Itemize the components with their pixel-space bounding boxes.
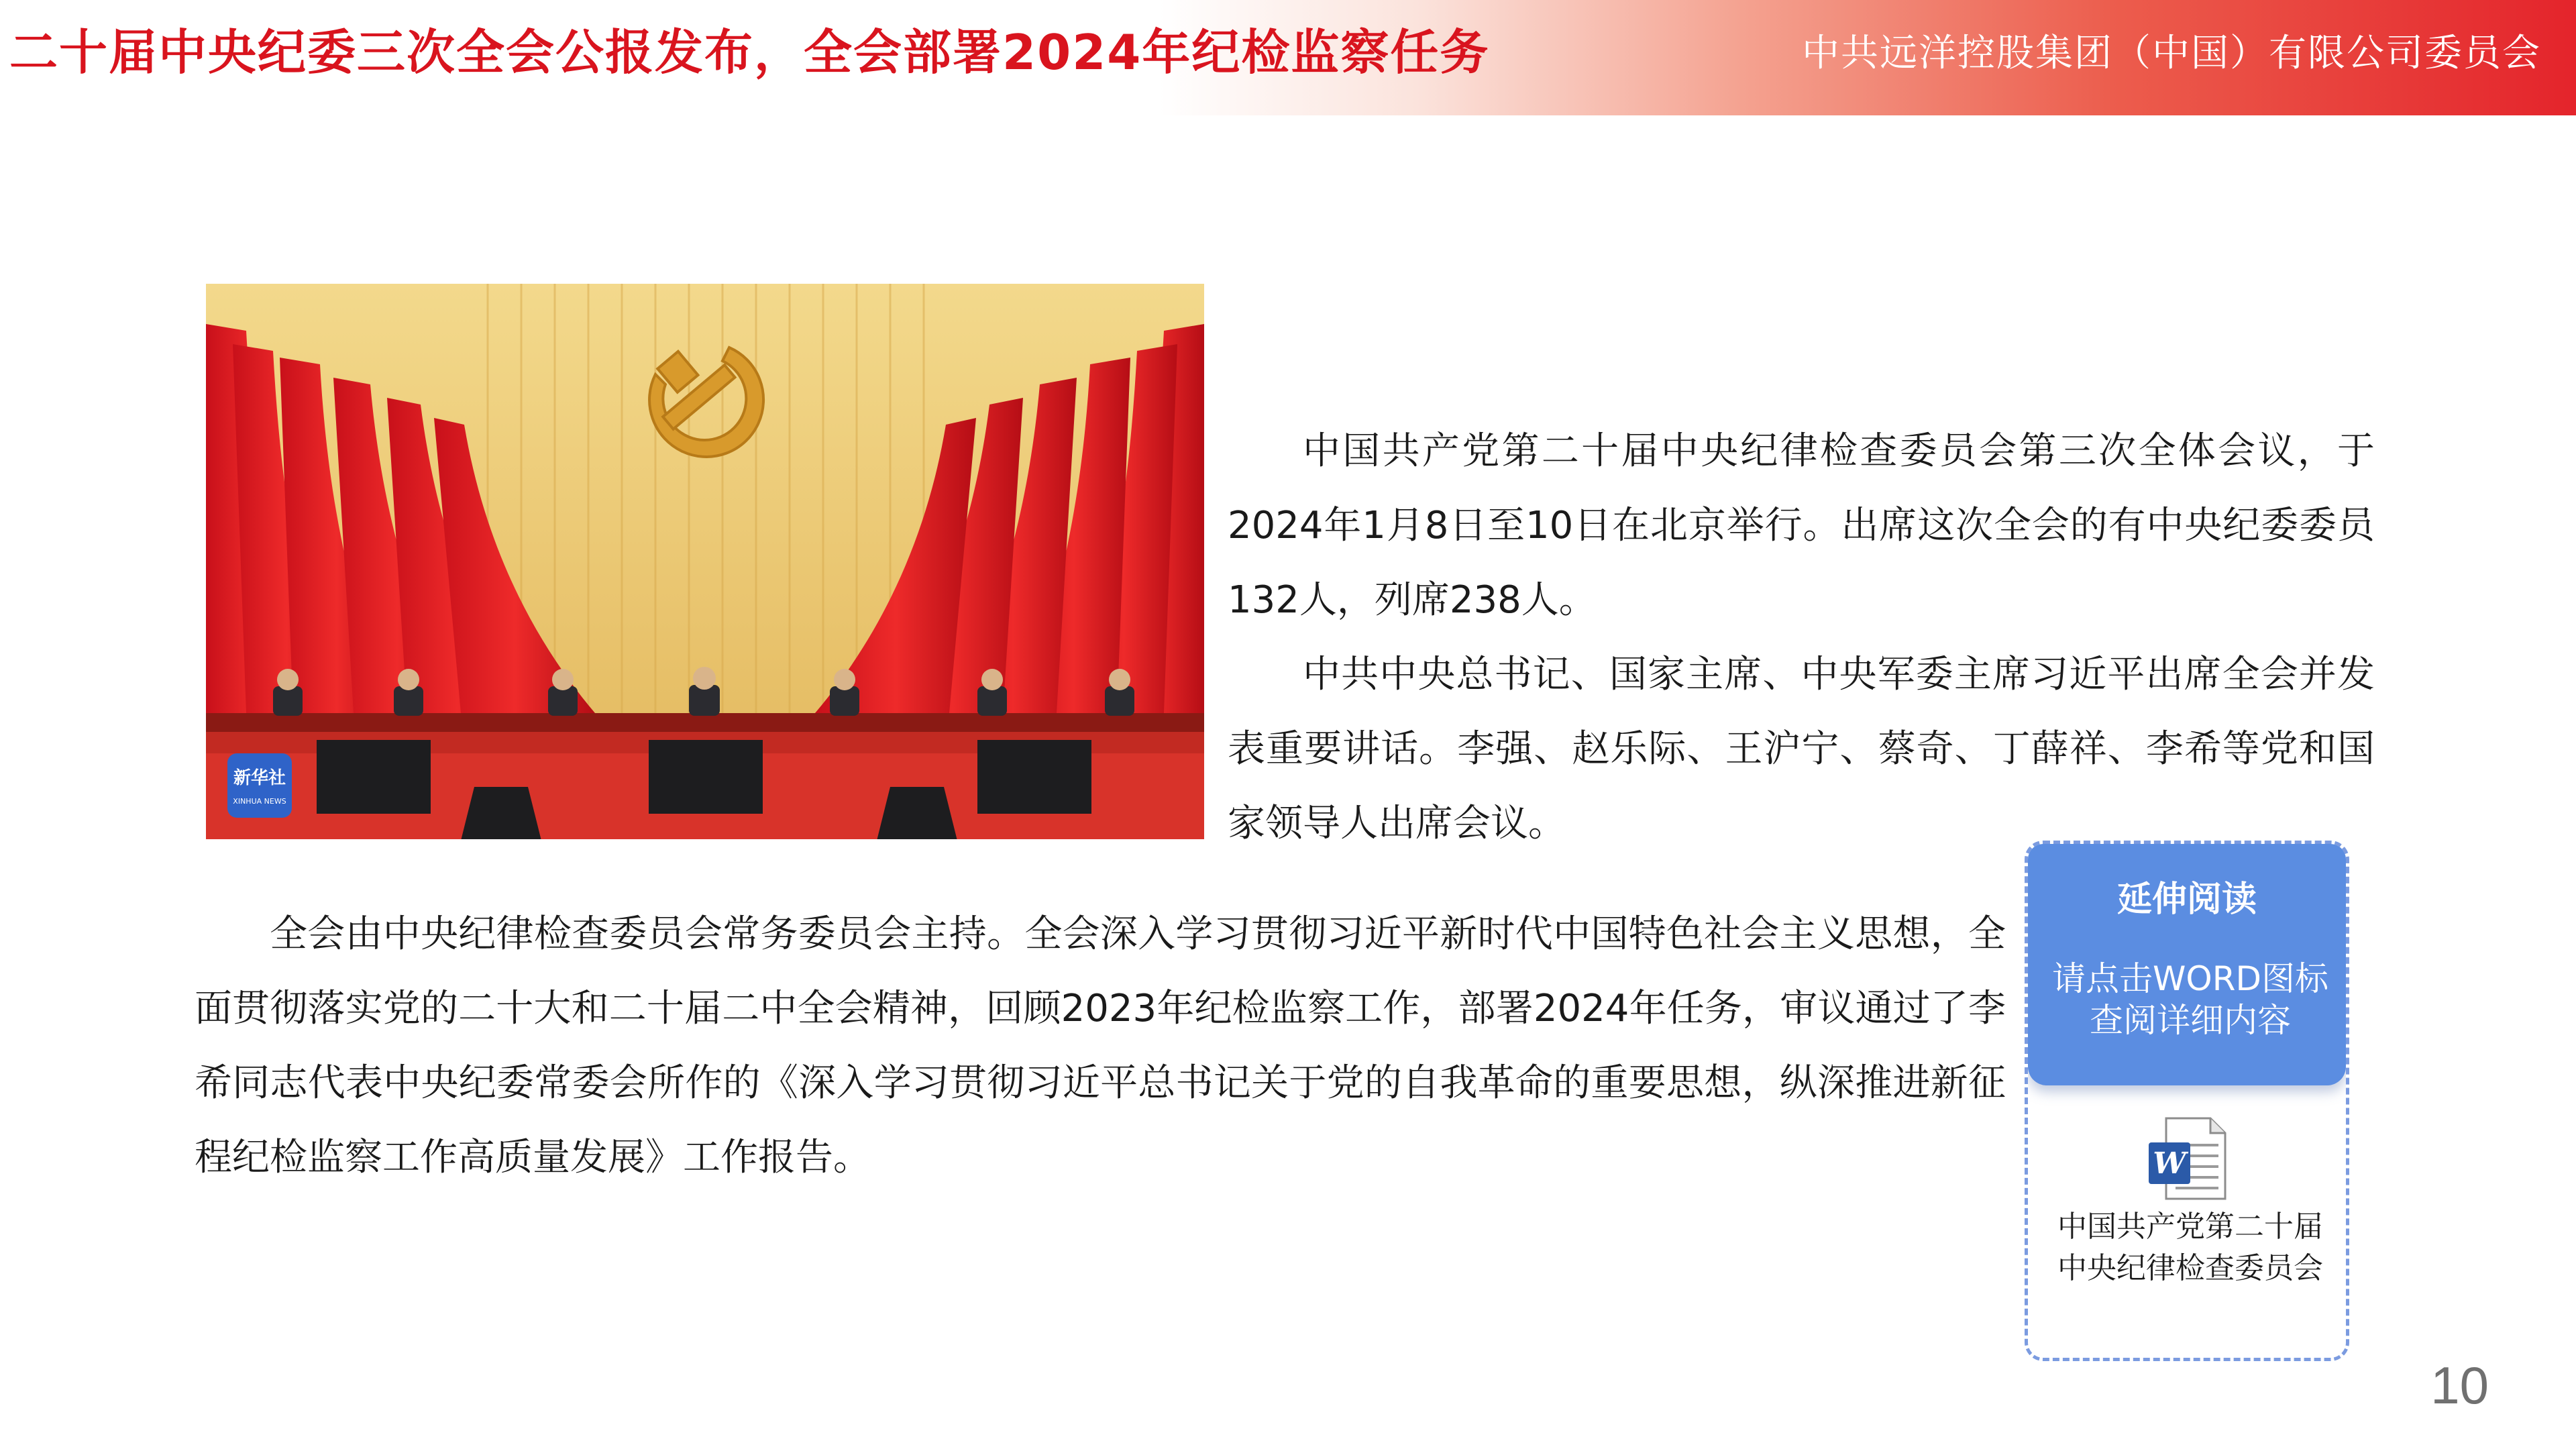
intro-paragraphs bbox=[1228, 414, 2375, 861]
meeting-photo bbox=[206, 284, 1204, 839]
extended-reading-card bbox=[2025, 841, 2349, 1361]
page-number: 10 bbox=[2430, 1356, 2489, 1415]
word-document-icon[interactable] bbox=[2146, 1116, 2229, 1201]
extended-reading-title: 延伸阅读 bbox=[2116, 879, 2257, 920]
extended-reading-hint: 请点击WORD图标查阅详细内容 bbox=[2051, 959, 2329, 1040]
extended-reading-header bbox=[2028, 844, 2346, 1085]
body-paragraph bbox=[195, 897, 2006, 1195]
photo-watermark-subtitle: XINHUA NEWS bbox=[233, 797, 286, 806]
paragraph-summary: 全会由中央纪律检查委员会常务委员会主持。全会深入学习贯彻习近平新时代中国特色社会主义思想，全面贯彻落实党的二十大和二十届二中全会精神，回顾2023年纪检监察工作，部署2024年任务，审议通过了李希同志代表中央纪委常委会所作的《深入学习贯彻习近平总书记关于党的自我革命的重要思想，纵深推进新征程纪检监察工作高质量发展》工作报告。 bbox=[195, 912, 2006, 1179]
meeting-photo-illustration bbox=[206, 284, 1204, 839]
page-header bbox=[0, 0, 2576, 115]
organization-name: 中共远洋控股集团（中国）有限公司委员会 bbox=[1802, 32, 2541, 75]
word-document-label[interactable]: 中国共产党第二十届中央纪律检查委员会 bbox=[2057, 1210, 2323, 1285]
page-title: 二十届中央纪委三次全会公报发布，全会部署2024年纪检监察任务 bbox=[9, 24, 1490, 80]
paragraph-attendees: 中共中央总书记、国家主席、中央军委主席习近平出席全会并发表重要讲话。李强、赵乐际、王沪宁、蔡奇、丁薛祥、李希等党和国家领导人出席会议。 bbox=[1228, 653, 2375, 845]
paragraph-meeting-info: 中国共产党第二十届中央纪律检查委员会第三次全体会议，于2024年1月8日至10日在北京举行。出席这次全会的有中央纪委委员132人，列席238人。 bbox=[1228, 429, 2375, 622]
photo-watermark-title: 新华社 bbox=[233, 768, 286, 788]
word-icon-letter: W bbox=[2153, 1146, 2186, 1181]
